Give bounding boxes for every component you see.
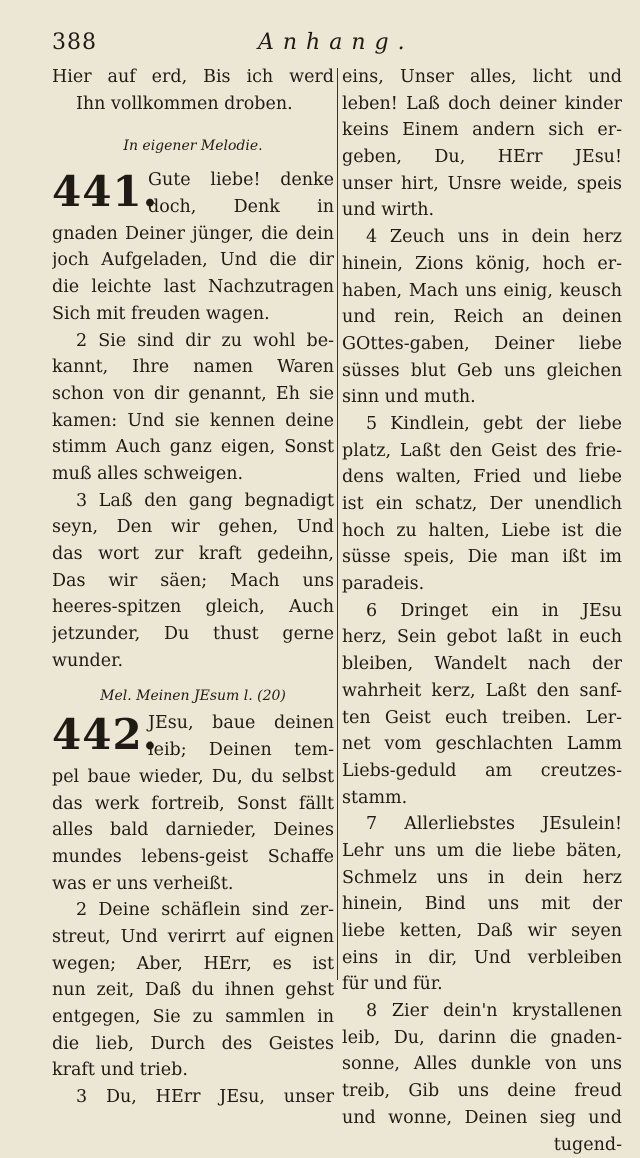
text-line: die lieb, Durch des Geistes (52, 1031, 334, 1058)
text-line: 6 Dringet ein in JEsu (342, 598, 622, 625)
melody-heading: In eigener Melodie. (52, 117, 334, 167)
text-line: wegen; Aber, HErr, es ist (52, 951, 334, 978)
catchword: tugend- (342, 1132, 622, 1158)
text-line: 3 Laß den gang begnadigt (52, 488, 334, 515)
text-line: sonne, Alles dunkle von uns (342, 1051, 622, 1078)
text-line: GOttes-gaben, Deiner liebe (342, 331, 622, 358)
text-line: 2 Deine schäflein sind zer- (52, 897, 334, 924)
text-line: kamen: Und sie kennen deine (52, 408, 334, 435)
text-line: joch Aufgeladen, Und die dir (52, 247, 334, 274)
hymn-442 (52, 710, 334, 1110)
page-number: 388 (52, 30, 97, 55)
text-line: Lehr uns um die liebe bäten, (342, 838, 622, 865)
text-line: unser hirt, Unsre weide, speis (342, 171, 622, 198)
text-line: pel baue wieder, Du, du selbst (52, 764, 334, 791)
text-line: und wirth. (342, 197, 622, 224)
text-line: 4 Zeuch uns in dein herz (342, 224, 622, 251)
text-line: stamm. (342, 785, 622, 812)
text-line: mundes lebens-geist Schaffe (52, 844, 334, 871)
text-line: was er uns verheißt. (52, 871, 334, 898)
hymn-number: 441. (52, 167, 158, 217)
text-line: 3 Du, HErr JEsu, unser (52, 1084, 334, 1111)
text-line: leib; Deinen tem- (52, 737, 334, 764)
text-line: süsses blut Geb uns gleichen (342, 358, 622, 385)
text-line: die leichte last Nachzutragen (52, 274, 334, 301)
left-column (52, 64, 334, 1111)
text-line: entgegen, Sie zu sammlen in (52, 1004, 334, 1031)
text-line: doch, Denk in (52, 194, 334, 221)
text-line: das wort zur kraft gedeihn, (52, 541, 334, 568)
text-line: nun zeit, Daß du ihnen gehst (52, 977, 334, 1004)
text-line: dens walten, Fried und liebe (342, 464, 622, 491)
text-line: bleiben, Wandelt nach der (342, 651, 622, 678)
text-line: Ihn vollkommen droben. (52, 91, 334, 118)
text-line: liebe ketten, Daß wir seyen (342, 918, 622, 945)
text-line: hoch zu halten, Liebe ist die (342, 518, 622, 545)
running-title: Anhang. (258, 30, 414, 55)
text-line: schon von dir genannt, Eh sie (52, 381, 334, 408)
text-line: hinein, Bind uns mit der (342, 891, 622, 918)
text-line: 7 Allerliebstes JEsulein! (342, 811, 622, 838)
running-head (0, 30, 640, 66)
text-line: stimm Auch ganz eigen, Sonst (52, 434, 334, 461)
text-line: gnaden Deiner jünger, die dein (52, 221, 334, 248)
text-line: platz, Laßt den Geist des frie- (342, 438, 622, 465)
text-line: ten Geist euch treiben. Ler- (342, 705, 622, 732)
text-line: Schmelz uns in dein herz (342, 865, 622, 892)
text-line: muß alles schweigen. (52, 461, 334, 488)
text-line: das werk fortreib, Sonst fällt (52, 791, 334, 818)
text-line: für und für. (342, 971, 622, 998)
text-line: kraft und trieb. (52, 1057, 334, 1084)
text-line: 5 Kindlein, gebt der liebe (342, 411, 622, 438)
text-line: wahrheit kerz, Laßt den sanf- (342, 678, 622, 705)
text-line: und rein, Reich an deinen (342, 304, 622, 331)
text-line: alles bald darnieder, Deines (52, 817, 334, 844)
text-line: Hier auf erd, Bis ich werd (52, 64, 334, 91)
text-line: Das wir säen; Mach uns (52, 568, 334, 595)
text-line: haben, Mach uns einig, keusch (342, 278, 622, 305)
text-line: seyn, Den wir gehen, Und (52, 514, 334, 541)
text-line: heeres-spitzen gleich, Auch (52, 594, 334, 621)
text-line: 8 Zier dein'n krystallenen (342, 998, 622, 1025)
text-line: keins Einem andern sich er- (342, 117, 622, 144)
column-divider (337, 68, 338, 980)
text-line: ist ein schatz, Der unendlich (342, 491, 622, 518)
text-line: Liebs-geduld am creutzes- (342, 758, 622, 785)
text-line: leben! Laß doch deiner kinder (342, 91, 622, 118)
right-column (342, 64, 622, 1158)
text-line: süsse speis, Die man ißt im (342, 544, 622, 571)
text-line: Sich mit freuden wagen. (52, 301, 334, 328)
text-line: sinn und muth. (342, 384, 622, 411)
text-line: paradeis. (342, 571, 622, 598)
text-line: JEsu, baue deinen (52, 710, 334, 737)
hymn-number: 442. (52, 710, 158, 760)
text-line: eins, Unser alles, licht und (342, 64, 622, 91)
hymn-441 (52, 167, 334, 674)
text-line: hinein, Zions könig, hoch er- (342, 251, 622, 278)
text-line: Gute liebe! denke (52, 167, 334, 194)
text-line: streut, Und verirrt auf eignen (52, 924, 334, 951)
text-line: kannt, Ihre namen Waren (52, 354, 334, 381)
text-line: leib, Du, darinn die gnaden- (342, 1025, 622, 1052)
text-line: treib, Gib uns deine freud (342, 1078, 622, 1105)
text-line: 2 Sie sind dir zu wohl be- (52, 328, 334, 355)
text-line: net vom geschlachten Lamm (342, 731, 622, 758)
text-line: wunder. (52, 648, 334, 675)
text-line: jetzunder, Du thust gerne (52, 621, 334, 648)
melody-heading: Mel. Meinen JEsum l. (20) (52, 674, 334, 710)
text-line: herz, Sein gebot laßt in euch (342, 624, 622, 651)
text-line: geben, Du, HErr JEsu! (342, 144, 622, 171)
text-line: und wonne, Deinen sieg und (342, 1105, 622, 1132)
text-line: eins in dir, Und verbleiben (342, 945, 622, 972)
